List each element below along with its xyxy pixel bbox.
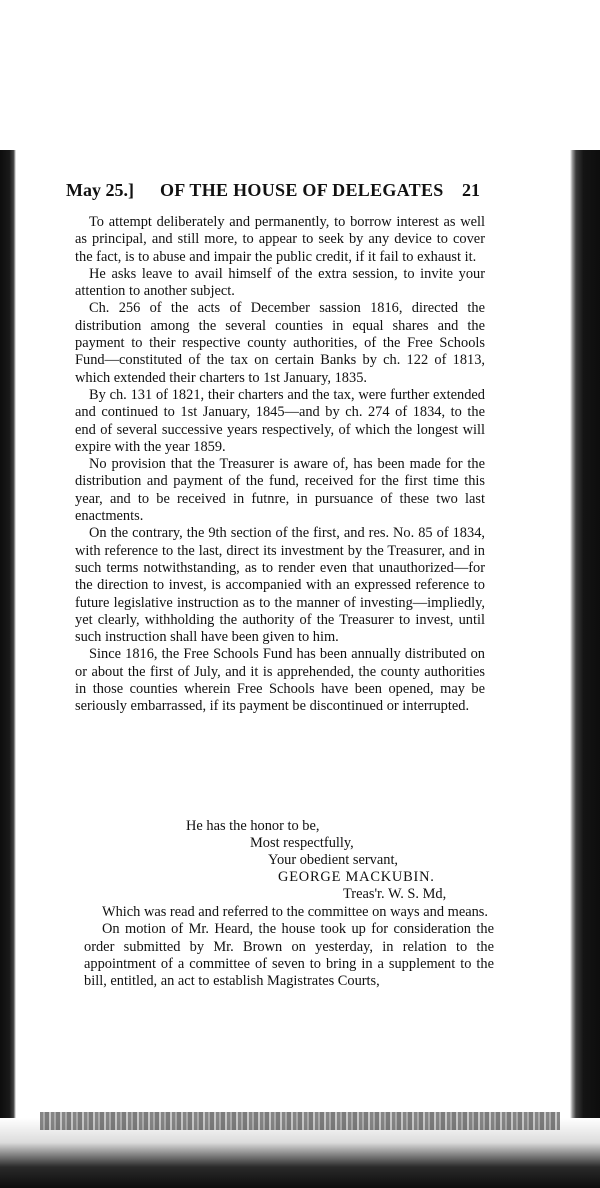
closing-servant: Your obedient servant, [268, 852, 399, 868]
scan-shadow-right [570, 150, 600, 1188]
scan-page-edge-texture [40, 1112, 560, 1130]
paragraph-no-provision: No provision that the Treasurer is aware of, has been made for the distribution and payment of the fund, received for the first time this year, and to be received in futnre, in pursuance of these two last enactments. [75, 456, 485, 525]
paragraph-on-the-contrary: On the contrary, the 9th section of the first, and res. No. 85 of 1834, with reference to the last, direct its investment by the Treasurer, and in such terms notwithstanding, as to render even that unauthorized—for the direction to invest, is accompanied with an expressed reference to future legislative instruction as to the manner of investing—impliedly, yet clearly, withholding the authority of the Treasurer to invest, until such instruction shall have been given to him. [75, 525, 485, 646]
closing-honor: He has the honor to be, [186, 818, 320, 834]
closing-respectfully: Most respectfully, [250, 835, 354, 851]
paragraph-ch-256: Ch. 256 of the acts of December sassion 1816, directed the distribution among the several counties in equal shares and the payment to their respective county authorities, of the Free Schools Fund—constituted of the tax on certain Banks by ch. 122 of 1813, which extended their charters to 1st January, 1835. [75, 300, 485, 386]
paragraph-motion: On motion of Mr. Heard, the house took up for consideration the order submitted by Mr. Brown on yesterday, in relation to the appointment of a committee of seven to bring in a supplement to the bill, entitled, an act to establish Magistrates Courts, [84, 921, 494, 990]
paragraph-borrow-interest: To attempt deliberately and permanently, to borrow interest as well as principal, and still more, to appear to seek by any device to cover the fact, is to abuse and impair the public credit, if it fail to exhaust it. [75, 214, 485, 265]
running-header [66, 180, 480, 206]
page-number: 21 [462, 180, 480, 200]
scan-shadow-left [0, 150, 16, 1188]
signature-title: Treas'r. W. S. Md, [343, 886, 447, 902]
paragraph-referred: Which was read and referred to the committee on ways and means. [102, 904, 488, 920]
letter-body [75, 214, 485, 716]
paragraph-extra-session: He asks leave to avail himself of the extra session, to invite your attention to another subject. [75, 265, 485, 300]
signature-name: GEORGE MACKUBIN. [278, 869, 435, 885]
paragraph-since-1816: Since 1816, the Free Schools Fund has been annually distributed on or about the first of July, and it is apprehended, the county authorities in those counties wherein Free Schools have been opened, may be seriously embarrassed, if its payment be discontinued or interrupted. [75, 646, 485, 715]
header-date: May 25.] [66, 180, 134, 200]
header-title: OF THE HOUSE OF DELEGATES [160, 180, 444, 200]
proceedings-text [84, 904, 494, 990]
paragraph-ch-131: By ch. 131 of 1821, their charters and the tax, were further extended and continued to 1st January, 1845—and by ch. 274 of 1834, to the end of several successive years respectively, of which the longest will expire with the year 1859. [75, 386, 485, 455]
